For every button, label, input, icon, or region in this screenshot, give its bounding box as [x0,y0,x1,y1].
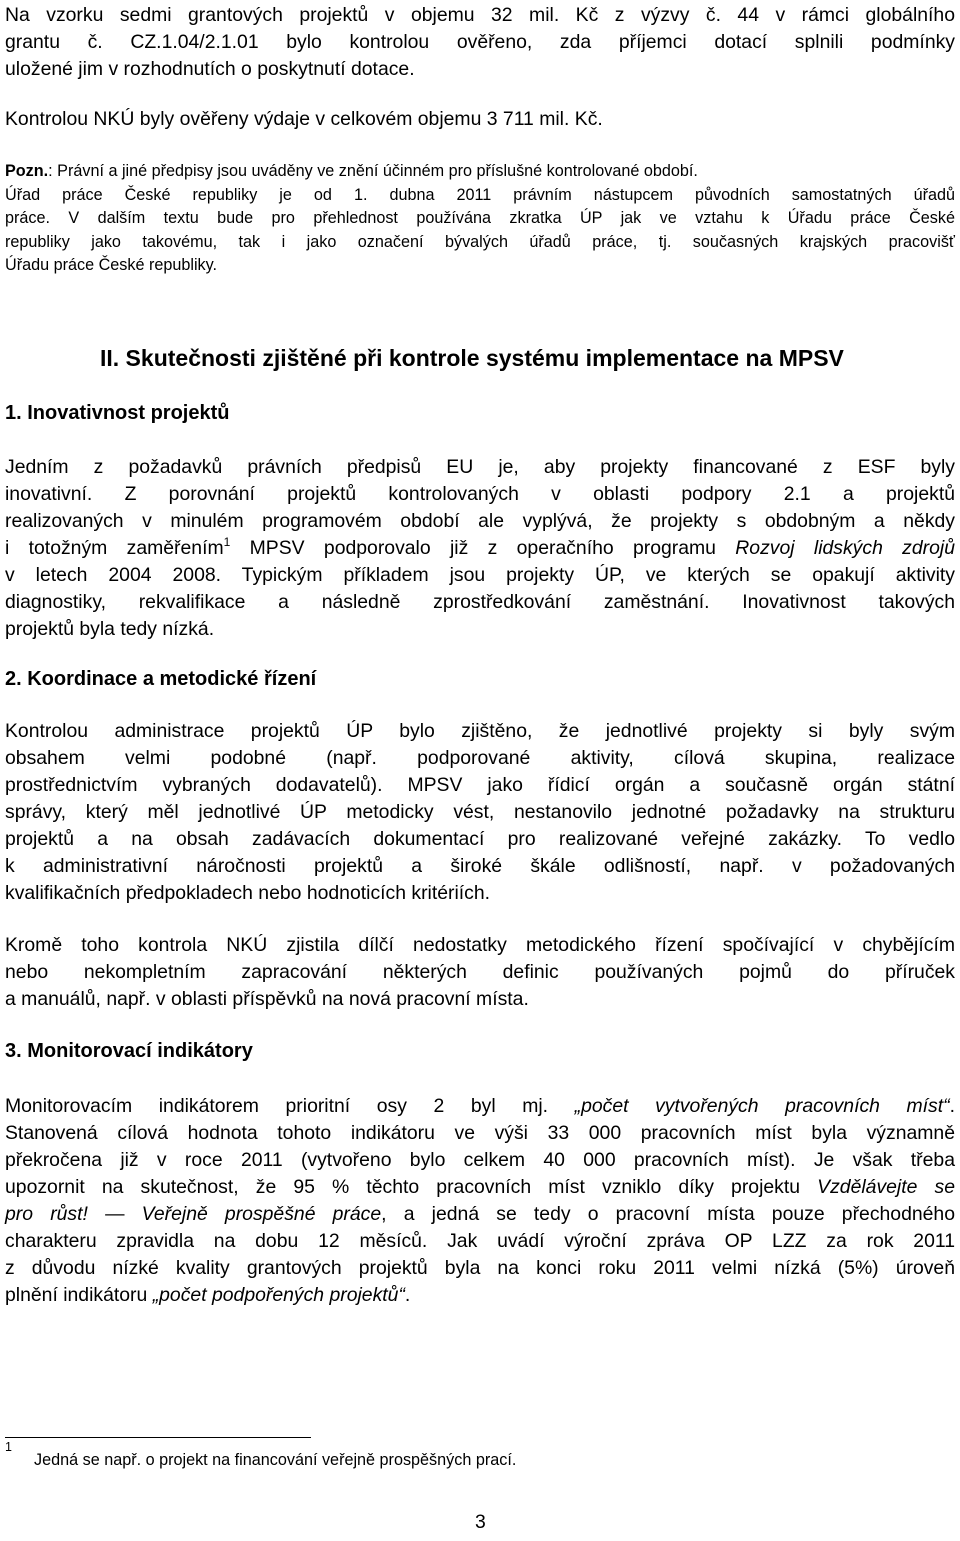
intro-paragraph [5,2,955,83]
verified-text: Kontrolou NKÚ byly ověřeny výdaje v celkovém objemu 3 711 mil. Kč. [5,108,603,130]
section-2-line: kvalifikačních předpokladech nebo hodnoticích kritériích. [5,882,491,904]
section-2-paragraph-2 [5,932,955,1013]
section-2-line: Kontrolou administrace projektů ÚP bylo zjištěno, že jednotlivé projekty si byly svým [5,720,955,742]
indicator-name: „počet vytvořených pracovních míst“ [574,1095,950,1117]
note-line [5,160,955,184]
section-1-line: inovativní. Z porovnání projektů kontrolovaných v oblasti podpory 2.1 a projektů [5,483,955,505]
program-name: Rozvoj lidských zdrojů [735,537,955,559]
section-1-line: v letech 2004 2008. Typickým příkladem jsou projekty ÚP, ve kterých se opakují aktivity [5,564,955,586]
section-2-line: prostřednictvím vybraných dodavatelů). MPSV jako řídicí orgán a současně orgán státní [5,774,955,796]
intro-line: grantu č. CZ.1.04/2.1.01 bylo kontrolou ověřeno, zda příjemci dotací splnili podmínky [5,31,955,53]
section-2-line: a manuálů, např. v oblasti příspěvků na nová pracovní místa. [5,988,529,1010]
section-2-line: projektů a na obsah zadávacích dokumentací pro realizované veřejné zakázky. To vedlo [5,828,955,850]
section-3-line-8b: . [404,1284,411,1306]
project-name-2: Veřejně prospěšné práce [141,1203,382,1225]
dash: — [87,1203,142,1225]
intro-line: uložené jim v rozhodnutích o poskytnutí dotace. [5,58,415,80]
section-2-line: Kromě toho kontrola NKÚ zjistila dílčí nedostatky metodického řízení spočívající v chybějícím [5,934,955,956]
note-line-1: : Právní a jiné předpisy jsou uváděny ve znění účinném pro příslušné kontrolované období. [48,162,698,180]
section-1-line: projektů byla tedy nízká. [5,618,215,640]
note-label: Pozn. [5,162,49,180]
note-block [5,160,955,278]
section-1-line-4b: MPSV podporovalo již z operačního programu [230,537,736,559]
project-name-cont: pro růst! [5,1203,88,1225]
verified-paragraph [5,106,955,133]
section-3-paragraph [5,1093,955,1309]
section-2-line: nebo nekompletním zapracování některých definic používaných pojmů do příruček [5,961,955,983]
project-name: Vzdělávejte se [817,1176,955,1198]
footnote-reference[interactable]: 1 [223,535,231,549]
section-3-line-1a: Monitorovacím indikátorem prioritní osy 2 byl mj. [5,1095,575,1117]
section-3-line [5,1201,955,1228]
section-3-line [5,1282,955,1309]
footnote-separator [5,1437,311,1438]
note-line: republiky jako takovému, tak i jako označení bývalých úřadů práce, tj. současných krajských pracovišť [5,232,955,251]
section-1-line [5,535,955,562]
section-2-paragraph-1 [5,718,955,907]
section-3-line: z důvodu nízké kvality grantových projektů byla na konci roku 2011 velmi nízká (5%) úroveň [5,1257,955,1279]
section-3-line-5b: , a jedná se tedy o pracovní místa pouze přechodného [381,1203,956,1225]
section-2-line: k administrativní náročnosti projektů a široké škále odlišností, např. v požadovaných [5,855,955,877]
footnote-text: Jedná se např. o projekt na financování veřejně prospěšných prací. [34,1451,517,1469]
footnote-number: 1 [5,1440,12,1454]
page-number: 3 [475,1511,486,1533]
section-2-line: správy, který měl jednotlivé ÚP metodicky vést, nestanovilo jednotné požadavky na strukturu [5,801,955,823]
section-1-paragraph [5,454,955,643]
section-3-title: 3. Monitorovací indikátory [5,1040,253,1062]
section-2-title: 2. Koordinace a metodické řízení [5,668,317,690]
section-3-line: překročena již v roce 2011 (vytvořeno bylo celkem 40 000 pracovních míst). Je však třeba [5,1149,955,1171]
note-line: práce. V dalším textu bude pro přehlednost používána zkratka ÚP jak ve vztahu k Úřadu práce České [5,209,955,227]
chapter-title: II. Skutečnosti zjištěné při kontrole systému implementace na MPSV [100,345,844,371]
section-3-line-8a: plnění indikátoru [5,1284,153,1306]
section-1-line: diagnostiky, rekvalifikace a následně zprostředkování zaměstnání. Inovativnost takových [5,591,955,613]
section-3-line-4a: upozornit na skutečnost, že 95 % těchto pracovních míst vzniklo díky projektu [5,1176,818,1198]
section-1-line: Jedním z požadavků právních předpisů EU je, aby projekty financované z ESF byly [5,456,955,478]
section-3-line [5,1093,955,1120]
indicator-name-2: „počet podpořených projektů“ [152,1284,405,1306]
section-1-line: realizovaných v minulém programovém období ale vyplývá, že projekty s obdobným a někdy [5,510,955,532]
section-2-line: obsahem velmi podobné (např. podporované aktivity, cílová skupina, realizace [5,747,955,769]
note-line: Úřadu práce České republiky. [5,256,218,274]
section-3-line [5,1174,955,1201]
section-3-line-1b: . [949,1095,955,1117]
section-1-title: 1. Inovativnost projektů [5,402,230,424]
section-1-line-4a: i totožným zaměřením [5,537,224,559]
section-3-line: Stanovená cílová hodnota tohoto indikátoru ve výši 33 000 pracovních míst byla významně [5,1122,955,1144]
intro-line: Na vzorku sedmi grantových projektů v objemu 32 mil. Kč z výzvy č. 44 v rámci globálního [5,4,955,26]
section-3-line: charakteru zpravidla na dobu 12 měsíců. Jak uvádí výroční zpráva OP LZZ za rok 2011 [5,1230,955,1252]
note-line: Úřad práce České republiky je od 1. dubna 2011 právním nástupcem původních samostatných úřadů [5,185,955,204]
